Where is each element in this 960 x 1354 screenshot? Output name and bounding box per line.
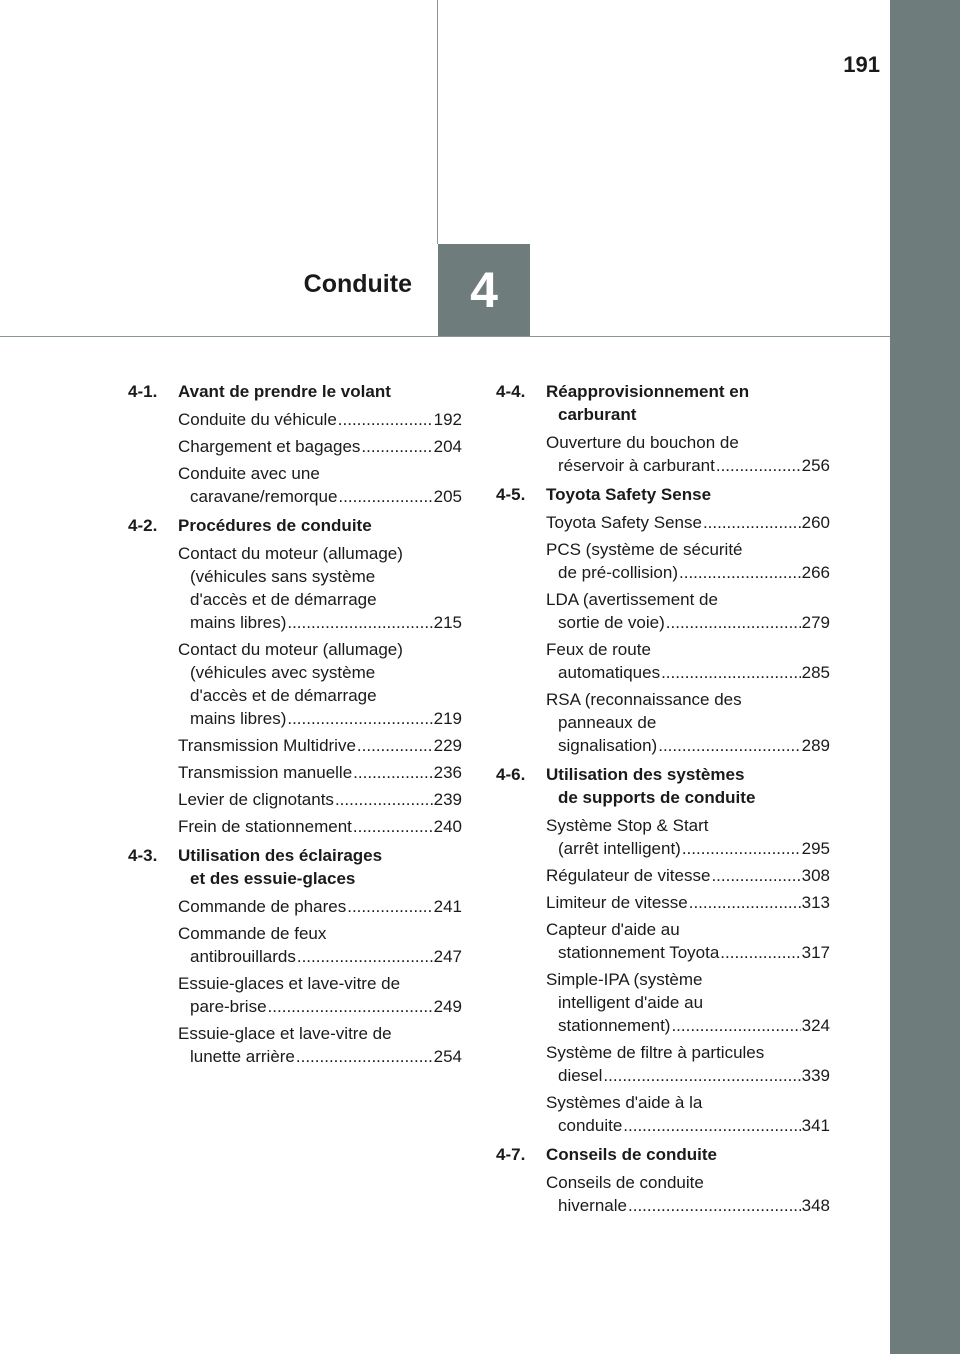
section-number: 4-4. xyxy=(496,382,526,401)
toc-entry[interactable] xyxy=(546,511,830,534)
dot-leader xyxy=(671,1014,800,1037)
toc-entry[interactable] xyxy=(178,638,462,730)
entry-last-line xyxy=(178,1045,462,1068)
entry-text-line: d'accès et de démarrage xyxy=(190,590,377,609)
dot-leader xyxy=(353,815,433,838)
toc-entry[interactable] xyxy=(178,972,462,1018)
entry-last-line xyxy=(546,734,830,757)
entry-page-ref: 219 xyxy=(433,709,462,728)
entry-page-ref: 348 xyxy=(801,1196,830,1215)
dot-leader xyxy=(361,435,432,458)
entry-text-line: d'accès et de démarrage xyxy=(190,686,377,705)
section-title-line: de supports de conduite xyxy=(558,788,756,807)
dot-leader xyxy=(347,895,432,918)
toc-entry[interactable] xyxy=(178,895,462,918)
entry-page-ref: 215 xyxy=(433,613,462,632)
toc-entry[interactable] xyxy=(546,431,830,477)
dot-leader xyxy=(287,707,432,730)
entry-text-line: automatiques xyxy=(558,663,661,682)
entry-last-line xyxy=(178,611,462,634)
toc-section xyxy=(496,763,830,1137)
chapter-number: 4 xyxy=(470,262,498,318)
dot-leader xyxy=(666,611,801,634)
entry-text-line: pare-brise xyxy=(190,997,267,1016)
entry-page-ref: 295 xyxy=(801,839,830,858)
dot-leader xyxy=(711,864,800,887)
entry-text-line: Chargement et bagages xyxy=(178,437,361,456)
toc-section xyxy=(128,514,462,838)
entry-text-line: conduite xyxy=(558,1116,623,1135)
entry-last-line xyxy=(178,435,462,458)
toc-entry[interactable] xyxy=(178,1022,462,1068)
entry-text-line: sortie de voie) xyxy=(558,613,665,632)
toc-entry[interactable] xyxy=(178,435,462,458)
entry-text-line: Toyota Safety Sense xyxy=(546,513,702,532)
entry-text-line: mains libres) xyxy=(190,709,287,728)
entry-text-line: Transmission manuelle xyxy=(178,763,353,782)
entry-page-ref: 341 xyxy=(801,1116,830,1135)
entry-last-line xyxy=(178,995,462,1018)
dot-leader xyxy=(623,1114,800,1137)
entry-page-ref: 240 xyxy=(433,817,462,836)
chapter-side-tab xyxy=(890,0,960,1354)
dot-leader xyxy=(338,485,432,508)
entry-last-line xyxy=(546,891,830,914)
entry-last-line xyxy=(178,734,462,757)
toc-entry[interactable] xyxy=(546,968,830,1037)
section-title xyxy=(546,380,830,426)
toc-section xyxy=(128,380,462,508)
dot-leader xyxy=(679,561,801,584)
section-title-line: Utilisation des systèmes xyxy=(546,765,745,784)
entry-last-line xyxy=(546,1114,830,1137)
entry-text-line: Transmission Multidrive xyxy=(178,736,356,755)
entry-text-line: RSA (reconnaissance des xyxy=(546,690,742,709)
toc-section xyxy=(496,483,830,757)
entry-page-ref: 229 xyxy=(433,736,462,755)
entry-text-line: Contact du moteur (allumage) xyxy=(178,544,403,563)
entry-page-ref: 192 xyxy=(433,410,462,429)
section-heading xyxy=(496,483,830,506)
entry-page-ref: 260 xyxy=(801,513,830,532)
entry-page-ref: 239 xyxy=(433,790,462,809)
dot-leader xyxy=(716,454,801,477)
entry-text-line: PCS (système de sécurité xyxy=(546,540,743,559)
entry-last-line xyxy=(546,837,830,860)
entry-page-ref: 249 xyxy=(433,997,462,1016)
entry-text-line: Régulateur de vitesse xyxy=(546,866,711,885)
section-heading xyxy=(128,514,462,537)
toc-entry[interactable] xyxy=(178,815,462,838)
section-heading xyxy=(496,1143,830,1166)
entry-last-line xyxy=(546,561,830,584)
toc-entry[interactable] xyxy=(178,761,462,784)
toc-entry[interactable] xyxy=(546,864,830,887)
entry-last-line xyxy=(178,408,462,431)
toc-entry[interactable] xyxy=(178,788,462,811)
toc-entry[interactable] xyxy=(178,734,462,757)
entry-text-line: Limiteur de vitesse xyxy=(546,893,688,912)
entry-last-line xyxy=(546,1014,830,1037)
dot-leader xyxy=(357,734,433,757)
section-title-line: Toyota Safety Sense xyxy=(546,485,712,504)
section-title xyxy=(178,380,462,403)
entry-page-ref: 256 xyxy=(801,456,830,475)
entry-page-ref: 266 xyxy=(801,563,830,582)
entry-text-line: stationnement Toyota xyxy=(558,943,720,962)
entry-text-line: caravane/remorque xyxy=(190,487,338,506)
entry-text-line: (véhicules sans système xyxy=(190,567,376,586)
section-title xyxy=(546,483,830,506)
entry-text-line: Commande de phares xyxy=(178,897,347,916)
entry-text-line: antibrouillards xyxy=(190,947,296,966)
dot-leader xyxy=(268,995,433,1018)
entry-last-line xyxy=(178,761,462,784)
entry-text-line: Système de filtre à particules xyxy=(546,1043,765,1062)
entry-page-ref: 308 xyxy=(801,866,830,885)
toc-entry[interactable] xyxy=(546,1041,830,1087)
dot-leader xyxy=(628,1194,801,1217)
entry-text-line: signalisation) xyxy=(558,736,658,755)
entry-last-line xyxy=(546,941,830,964)
section-title-line: carburant xyxy=(558,405,637,424)
toc-entry[interactable] xyxy=(178,922,462,968)
entry-page-ref: 236 xyxy=(433,763,462,782)
entry-text-line: LDA (avertissement de xyxy=(546,590,718,609)
entry-last-line xyxy=(178,815,462,838)
entry-text-line: panneaux de xyxy=(558,713,657,732)
section-title-line: Procédures de conduite xyxy=(178,516,372,535)
dot-leader xyxy=(658,734,800,757)
toc-entry[interactable] xyxy=(178,542,462,634)
entry-text-line: Capteur d'aide au xyxy=(546,920,680,939)
entry-text-line: Système Stop & Start xyxy=(546,816,709,835)
entry-text-line: lunette arrière xyxy=(190,1047,295,1066)
entry-page-ref: 205 xyxy=(433,487,462,506)
toc-column-left xyxy=(128,380,462,1074)
entry-text-line: Commande de feux xyxy=(178,924,327,943)
dot-leader xyxy=(296,1045,433,1068)
section-title-line: Conseils de conduite xyxy=(546,1145,717,1164)
section-number: 4-3. xyxy=(128,846,158,865)
dot-leader xyxy=(603,1064,800,1087)
entry-text-line: hivernale xyxy=(558,1196,627,1215)
section-title xyxy=(178,514,462,537)
entry-text-line: (arrêt intelligent) xyxy=(558,839,681,858)
section-title-line: et des essuie-glaces xyxy=(190,869,356,888)
dot-leader xyxy=(682,837,801,860)
entry-last-line xyxy=(546,1064,830,1087)
entry-page-ref: 313 xyxy=(801,893,830,912)
entry-text-line: Conduite avec une xyxy=(178,464,320,483)
entry-page-ref: 279 xyxy=(801,613,830,632)
entry-page-ref: 317 xyxy=(801,943,830,962)
section-title-line: Réapprovisionnement en xyxy=(546,382,750,401)
toc-section xyxy=(128,844,462,1068)
section-heading xyxy=(128,844,462,890)
section-heading xyxy=(496,763,830,809)
entry-page-ref: 324 xyxy=(801,1016,830,1035)
entry-text-line: réservoir à carburant xyxy=(558,456,715,475)
entry-text-line: de pré-collision) xyxy=(558,563,678,582)
entry-page-ref: 204 xyxy=(433,437,462,456)
entry-text-line: stationnement) xyxy=(558,1016,671,1035)
toc-entry[interactable] xyxy=(546,814,830,860)
entry-text-line: Essuie-glace et lave-vitre de xyxy=(178,1024,392,1043)
toc-section xyxy=(496,1143,830,1217)
toc-entry[interactable] xyxy=(546,538,830,584)
dot-leader xyxy=(335,788,433,811)
entry-last-line xyxy=(178,485,462,508)
chapter-title: Conduite xyxy=(303,270,412,298)
section-number: 4-2. xyxy=(128,516,158,535)
entry-page-ref: 254 xyxy=(433,1047,462,1066)
entry-text-line: Contact du moteur (allumage) xyxy=(178,640,403,659)
dot-leader xyxy=(703,511,801,534)
dot-leader xyxy=(661,661,801,684)
section-title xyxy=(178,844,462,890)
toc-entry[interactable] xyxy=(546,1091,830,1137)
section-number: 4-5. xyxy=(496,485,526,504)
dot-leader xyxy=(338,408,433,431)
entry-last-line xyxy=(546,661,830,684)
entry-text-line: Systèmes d'aide à la xyxy=(546,1093,703,1112)
toc-entry[interactable] xyxy=(546,688,830,757)
entry-page-ref: 241 xyxy=(433,897,462,916)
toc-section xyxy=(496,380,830,477)
entry-page-ref: 247 xyxy=(433,947,462,966)
vertical-divider xyxy=(437,0,438,244)
entry-text-line: Essuie-glaces et lave-vitre de xyxy=(178,974,401,993)
section-number: 4-1. xyxy=(128,382,158,401)
entry-last-line xyxy=(178,788,462,811)
entry-last-line xyxy=(546,611,830,634)
entry-last-line xyxy=(546,1194,830,1217)
section-title-line: Utilisation des éclairages xyxy=(178,846,383,865)
dot-leader xyxy=(297,945,433,968)
entry-text-line: Frein de stationnement xyxy=(178,817,352,836)
dot-leader xyxy=(353,761,432,784)
entry-text-line: diesel xyxy=(558,1066,603,1085)
chapter-number-box xyxy=(438,244,530,336)
dot-leader xyxy=(720,941,800,964)
entry-last-line xyxy=(546,454,830,477)
section-title xyxy=(546,763,830,809)
horizontal-divider xyxy=(0,336,890,337)
entry-text-line: Feux de route xyxy=(546,640,651,659)
toc-entry[interactable] xyxy=(546,918,830,964)
toc-entry[interactable] xyxy=(546,638,830,684)
entry-text-line: Levier de clignotants xyxy=(178,790,334,809)
entry-page-ref: 289 xyxy=(801,736,830,755)
section-heading xyxy=(496,380,830,426)
entry-last-line xyxy=(178,707,462,730)
section-number: 4-7. xyxy=(496,1145,526,1164)
entry-text-line: Conseils de conduite xyxy=(546,1173,704,1192)
entry-text-line: Simple-IPA (système xyxy=(546,970,703,989)
entry-text-line: (véhicules avec système xyxy=(190,663,376,682)
entry-text-line: intelligent d'aide au xyxy=(558,993,704,1012)
dot-leader xyxy=(689,891,801,914)
toc-entry[interactable] xyxy=(546,1171,830,1217)
entry-last-line xyxy=(178,945,462,968)
entry-text-line: mains libres) xyxy=(190,613,287,632)
toc-column-right xyxy=(496,380,830,1223)
entry-last-line xyxy=(178,895,462,918)
section-heading xyxy=(128,380,462,403)
dot-leader xyxy=(287,611,432,634)
section-title xyxy=(546,1143,830,1166)
section-number: 4-6. xyxy=(496,765,526,784)
page-number: 191 xyxy=(843,52,880,77)
entry-last-line xyxy=(546,864,830,887)
entry-page-ref: 285 xyxy=(801,663,830,682)
entry-page-ref: 339 xyxy=(801,1066,830,1085)
toc-entry[interactable] xyxy=(178,462,462,508)
toc-entry[interactable] xyxy=(546,588,830,634)
entry-last-line xyxy=(546,511,830,534)
toc-entry[interactable] xyxy=(546,891,830,914)
entry-text-line: Ouverture du bouchon de xyxy=(546,433,739,452)
entry-text-line: Conduite du véhicule xyxy=(178,410,337,429)
section-title-line: Avant de prendre le volant xyxy=(178,382,391,401)
toc-entry[interactable] xyxy=(178,408,462,431)
